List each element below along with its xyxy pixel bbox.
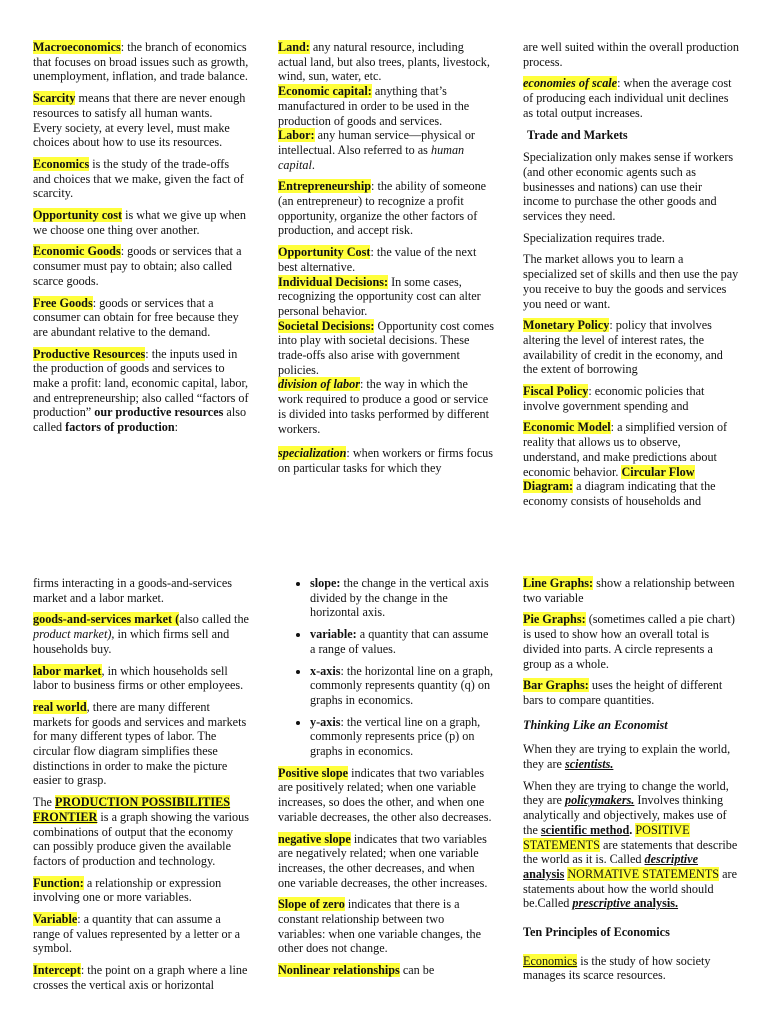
- definition-text: the change in the vertical axis divided by the change in the horizontal axis.: [310, 576, 489, 620]
- term-highlight: PRODUCTION POSSIBILITIES FRONTIER: [33, 795, 231, 824]
- definition-opportunity-cost: [33, 208, 249, 237]
- definition-nonlinear: [278, 963, 494, 978]
- definition-text: : the ability of someone (an entrepreneur) to recognize a profit opportunity, organize the other factors of production, and accept risk.: [278, 179, 487, 238]
- term-highlight: Free Goods: [33, 295, 93, 310]
- emphasis-text: prescriptive: [572, 896, 631, 911]
- definition-pie-graphs: [523, 612, 739, 671]
- definition-text: are statements that describe the world as it is. Called: [523, 837, 738, 867]
- term-highlight: POSITIVE STATEMENTS: [523, 822, 690, 852]
- definition-intercept: [33, 963, 249, 992]
- term-highlight: Opportunity Cost: [278, 245, 371, 260]
- bold-text: .: [629, 822, 636, 837]
- definition-text: : the way in which the work required to produce a good or service is divided into tasks performed by different workers.: [278, 377, 489, 436]
- term-highlight: Scarcity: [33, 91, 76, 106]
- paragraph-continued: firms interacting in a goods-and-services market and a labor market.: [33, 576, 232, 605]
- term-highlight: Monetary Policy: [523, 318, 610, 333]
- definition-specialization: [278, 446, 494, 475]
- term-highlight: Macroeconomics: [33, 40, 121, 54]
- definition-division-of-labor: [278, 377, 494, 436]
- term-highlight: Nonlinear relationships: [278, 963, 400, 978]
- definition-text: Involves thinking analytically and objectively, makes use of the: [523, 793, 727, 837]
- term-highlight: Entrepreneurship: [278, 179, 372, 194]
- definition-text: : policy that involves altering the level of interest rates, the availability of credit in the economy, and the extent of borrowing: [523, 318, 723, 377]
- definition-text: (sometimes called a pie chart) is used to show how an overall total is divided into parts. A circle represents a group as a whole.: [523, 612, 735, 671]
- definition-economics-2: [523, 954, 739, 983]
- term-highlight: real world: [33, 699, 87, 714]
- definition-labor: [278, 128, 494, 172]
- definition-text: When they are trying to explain the world, they are: [523, 742, 731, 772]
- term-highlight: Societal Decisions:: [278, 318, 375, 333]
- definition-text: means that there are never enough resources to satisfy all human wants.: [33, 91, 246, 120]
- heading-ten-principles: Ten Principles of Economics: [523, 925, 670, 940]
- paragraph-every-society: Every society, at every level, must make choices about how to use its resources.: [33, 120, 230, 150]
- term-highlight: Economic Goods: [33, 244, 121, 259]
- definition-text: indicates that there is a constant relationship between two variables: when one variable changes, the other does not change.: [278, 897, 482, 956]
- definition-text: : the vertical line on a graph, commonly represents price (p) on graphs in economics.: [310, 714, 481, 759]
- definition-text: a relationship or expression involving one or more variables.: [33, 875, 222, 905]
- column-3-bottom: [523, 576, 739, 990]
- term-highlight: Opportunity cost: [33, 208, 123, 223]
- column-2-top: [278, 40, 494, 483]
- definition-text: , in which households sell labor to business firms or other employees.: [33, 663, 244, 693]
- term-highlight: labor market: [33, 663, 102, 678]
- definition-text: : goods or services that a consumer can obtain for free because they are abundant relative to the demand.: [33, 295, 239, 339]
- emphasis-text: scientists.: [564, 757, 614, 772]
- term-highlight: Function:: [33, 875, 84, 890]
- paragraph-specialization-trade: Specialization requires trade.: [523, 230, 665, 245]
- list-item: [310, 627, 494, 656]
- definition-economic-capital: [278, 84, 494, 128]
- bold-text: variable:: [310, 627, 357, 642]
- term-highlight: Economic Model: [523, 420, 611, 435]
- definition-text: : the horizontal line on a graph, commonly represents quantity (q) on graphs in economics.: [310, 663, 494, 707]
- term-highlight: Line Graphs:: [523, 576, 594, 590]
- definition-economics: [33, 157, 249, 201]
- term-highlight: Labor:: [278, 128, 315, 143]
- term-highlight: Economics: [523, 953, 578, 968]
- definition-text: .: [311, 157, 315, 172]
- definition-bar-graphs: [523, 678, 739, 707]
- term-highlight: negative slope: [278, 831, 351, 846]
- definition-text: : a quantity that can assume a range of values represented by a letter or a symbol.: [33, 912, 241, 956]
- definition-opportunity-cost-2: [278, 245, 494, 274]
- term-highlight: Land:: [278, 40, 310, 54]
- definition-text: indicates that two variables are negatively related; when one variable increases, the other decreases, and when one variable decreases, the other increases.: [278, 831, 488, 890]
- definition-productive-resources: [33, 347, 249, 435]
- definition-fiscal-policy: [523, 384, 739, 413]
- definition-text: is the study of the trade-offs and choices that we make, given the fact of scarcity.: [33, 156, 244, 201]
- definition-text: : the value of the next best alternative.: [278, 245, 477, 274]
- definition-text: any natural resource, including actual land, but also trees, plants, livestock, wind, sun, water, etc.: [278, 40, 490, 84]
- definition-text: a diagram indicating that the economy consists of households and: [523, 479, 716, 508]
- term-highlight: Economic capital:: [278, 84, 372, 99]
- definition-text: : when workers or firms focus on particular tasks for which they: [278, 446, 493, 475]
- column-3-top: [523, 40, 739, 516]
- definition-text: In some cases, recognizing the opportunity cost can alter personal behavior.: [278, 274, 481, 318]
- definition-text: is what we give up when we choose one thing over another.: [33, 208, 246, 237]
- definition-text: also called the: [179, 612, 249, 627]
- definition-text: a quantity that can assume a range of values.: [310, 627, 489, 656]
- definition-text: can be: [399, 963, 435, 978]
- term-highlight: Productive Resources: [33, 346, 146, 361]
- italic-text: human capital: [278, 142, 465, 172]
- definition-economic-goods: [33, 244, 249, 288]
- definition-function: [33, 876, 249, 905]
- definition-text: The: [33, 795, 55, 810]
- column-2-bottom: [278, 576, 494, 985]
- definition-text: : a simplified version of reality that allows us to observe, understand, and make predictions about economic behavior.: [523, 420, 728, 479]
- definition-text: When they are trying to change the world, they are: [523, 778, 729, 808]
- italic-text: product market): [33, 627, 112, 642]
- bold-text: slope:: [310, 576, 341, 590]
- definition-goods-services-market: [33, 612, 249, 656]
- emphasis-text: scientific method: [540, 822, 630, 837]
- definition-text: : when the average cost of producing each individual unit declines as total output increases.: [523, 76, 732, 120]
- definition-text: , there are many different markets for goods and services and markets for many different types of labor. The circular flow diagram simplifies these distinctions in order to make the picture easier to grasp.: [33, 699, 247, 788]
- term-highlight: specialization: [278, 446, 347, 461]
- definition-variable: [33, 912, 249, 956]
- column-1-top: [33, 40, 249, 442]
- bold-text: factors of production: [65, 420, 175, 435]
- term-highlight: Bar Graphs:: [523, 678, 589, 693]
- definition-text: : the point on a graph where a line crosses the vertical axis or horizontal: [33, 963, 248, 992]
- definition-text: , in which firms sell and households buy.: [33, 627, 230, 656]
- definition-economies-of-scale: [523, 76, 739, 120]
- term-highlight: division of labor: [278, 377, 360, 392]
- term-highlight: Positive slope: [278, 765, 349, 780]
- bold-text: our productive resources: [94, 405, 224, 420]
- bold-text: x-axis: [310, 663, 341, 678]
- definition-text: :: [174, 420, 179, 435]
- term-highlight: Slope of zero: [278, 897, 345, 912]
- definition-slope-of-zero: [278, 897, 494, 956]
- definition-negative-slope: [278, 832, 494, 891]
- heading-trade-and-markets: Trade and Markets: [527, 127, 628, 142]
- definition-text: is a graph showing the various combinations of output that the economy can possibly produce given the available factors of production and technology.: [33, 809, 249, 868]
- definition-economic-model: [523, 420, 739, 508]
- definition-free-goods: [33, 296, 249, 340]
- emphasis-text: analysis.: [630, 896, 679, 911]
- paragraph-market: The market allows you to learn a specialized set of skills and then use the pay you receive to buy the goods and services you need or want.: [523, 252, 739, 311]
- term-highlight: Intercept: [33, 963, 81, 978]
- emphasis-text: descriptive: [644, 852, 699, 867]
- definition-labor-market: [33, 664, 249, 693]
- emphasis-text: policymakers.: [564, 793, 635, 808]
- definition-text: is the study of how society manages its scarce resources.: [523, 953, 711, 983]
- definition-scarcity: [33, 91, 249, 120]
- definition-entrepreneurship: [278, 179, 494, 238]
- bold-text: y-axis: [310, 714, 341, 729]
- definition-text: : economic policies that involve government spending and: [523, 384, 705, 413]
- term-highlight: Economics: [33, 156, 90, 171]
- definition-individual-decisions: [278, 275, 494, 319]
- term-highlight: Individual Decisions:: [278, 274, 389, 289]
- list-item: [310, 664, 494, 708]
- definition-text: uses the height of different bars to compare quantities.: [523, 678, 723, 707]
- definition-text: show a relationship between two variable: [523, 576, 735, 605]
- definition-real-world: [33, 700, 249, 788]
- definition-land: [278, 40, 494, 84]
- heading-thinking-like-economist: Thinking Like an Economist: [523, 717, 668, 732]
- list-item: [310, 576, 494, 620]
- paragraph-continued: are well suited within the overall production process.: [523, 40, 739, 69]
- paragraph-scientists: [523, 742, 739, 771]
- definition-text: any human service—physical or intellectual. Also referred to as: [278, 128, 475, 157]
- definition-text: anything that’s manufactured in order to be used in the production of goods and services.: [278, 84, 470, 128]
- term-highlight: economies of scale: [523, 76, 618, 91]
- paragraph-policymakers: [523, 779, 739, 911]
- definition-line-graphs: [523, 576, 739, 605]
- definition-text: are statements about how the world should be.Called: [523, 866, 738, 911]
- definition-text: Opportunity cost comes into play with societal decisions. These trade-offs also arise with government policies.: [278, 318, 494, 377]
- definition-positive-slope: [278, 766, 494, 825]
- definition-ppf: [33, 795, 249, 869]
- emphasis-text: analysis: [523, 866, 565, 881]
- term-highlight: NORMATIVE STATEMENTS: [567, 866, 720, 881]
- definition-macroeconomics: [33, 40, 249, 84]
- definition-text: : goods or services that a consumer must pay to obtain; also called scarce goods.: [33, 244, 242, 288]
- column-1-bottom: [33, 576, 249, 1000]
- definition-text: also called: [33, 405, 247, 435]
- term-highlight: Circular Flow Diagram:: [523, 464, 695, 494]
- definition-text: : the inputs used in the production of goods and services to make a profit: land, economic capital, labor, and entrepreneurship; also called “factors of production”: [33, 346, 249, 420]
- bullet-list: [278, 576, 494, 759]
- definition-text: indicates that two variables are positively related; when one variable increases, so does the other, and when one variable decreases, the other also decreases.: [278, 765, 492, 824]
- definition-monetary-policy: [523, 318, 739, 377]
- list-item: [310, 715, 494, 759]
- paragraph-specialization: Specialization only makes sense if workers (and other economic agents such as businesses and nations) can use their income to purchase the other goods and services they need.: [523, 150, 734, 224]
- definition-text: : the branch of economics that focuses on broad issues such as growth, unemployment, inflation, and trade balance.: [33, 40, 249, 84]
- term-highlight: Pie Graphs:: [523, 612, 586, 627]
- term-highlight: Variable: [33, 912, 78, 927]
- definition-societal-decisions: [278, 319, 494, 378]
- term-highlight: goods-and-services market (: [33, 612, 180, 627]
- term-highlight: Fiscal Policy: [523, 384, 589, 399]
